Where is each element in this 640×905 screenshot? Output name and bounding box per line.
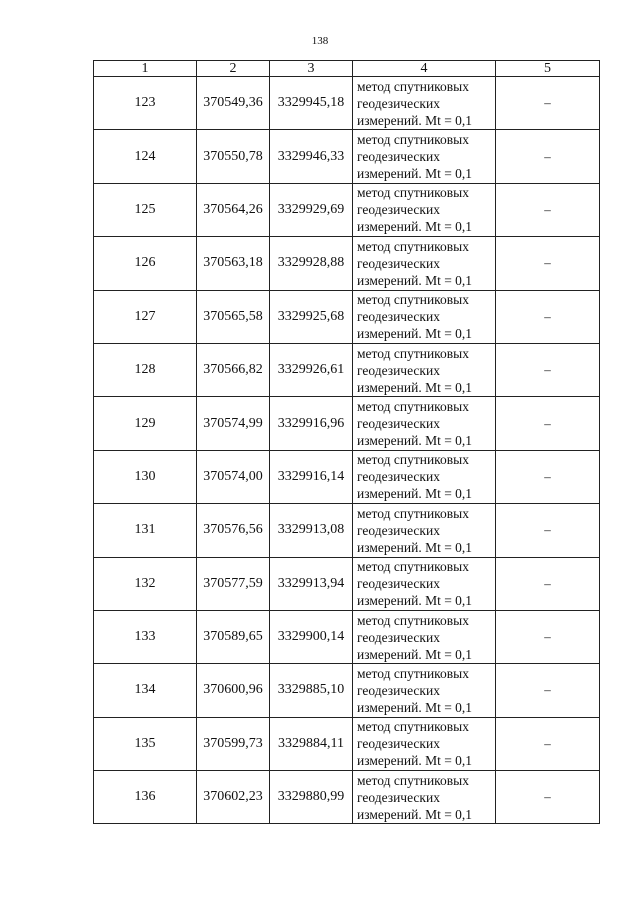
method-text-line: геодезических	[357, 736, 440, 752]
method-text-line: метод спутниковых	[357, 772, 469, 788]
x-coordinate-cell: 370577,59	[197, 557, 270, 610]
y-coordinate-cell: 3329945,18	[270, 77, 353, 130]
y-coordinate-cell: 3329925,68	[270, 290, 353, 343]
method-cell	[353, 664, 496, 717]
point-number-cell: 124	[94, 130, 197, 183]
x-coordinate-cell: 370563,18	[197, 237, 270, 290]
point-number-cell: 123	[94, 77, 197, 130]
table-body	[94, 77, 600, 824]
table-row	[94, 557, 600, 610]
note-cell: –	[496, 504, 600, 557]
method-text-line: измерений. Mt = 0,1	[357, 112, 473, 128]
note-cell: –	[496, 343, 600, 396]
x-coordinate-cell: 370602,23	[197, 771, 270, 824]
table-row	[94, 290, 600, 343]
point-number-cell: 136	[94, 771, 197, 824]
column-header-2: 2	[197, 61, 270, 77]
y-coordinate-cell: 3329885,10	[270, 664, 353, 717]
method-text-line: метод спутниковых	[357, 719, 469, 735]
method-text-line: измерений. Mt = 0,1	[357, 699, 473, 715]
method-text-line: измерений. Mt = 0,1	[357, 806, 473, 822]
table-row	[94, 771, 600, 824]
x-coordinate-cell: 370589,65	[197, 610, 270, 663]
point-number-cell: 128	[94, 343, 197, 396]
method-text-line: измерений. Mt = 0,1	[357, 166, 473, 182]
method-text-line: метод спутниковых	[357, 78, 469, 94]
y-coordinate-cell: 3329913,08	[270, 504, 353, 557]
method-cell	[353, 450, 496, 503]
method-text-line: измерений. Mt = 0,1	[357, 486, 473, 502]
page-number: 138	[311, 35, 329, 47]
table-header-row	[94, 61, 600, 77]
method-text-line: метод спутниковых	[357, 505, 469, 521]
method-cell	[353, 610, 496, 663]
method-cell	[353, 183, 496, 236]
note-cell: –	[496, 183, 600, 236]
note-cell: –	[496, 610, 600, 663]
table-row	[94, 77, 600, 130]
point-number-cell: 129	[94, 397, 197, 450]
y-coordinate-cell: 3329900,14	[270, 610, 353, 663]
method-cell	[353, 130, 496, 183]
y-coordinate-cell: 3329926,61	[270, 343, 353, 396]
x-coordinate-cell: 370576,56	[197, 504, 270, 557]
method-cell	[353, 77, 496, 130]
method-cell	[353, 397, 496, 450]
point-number-cell: 130	[94, 450, 197, 503]
method-text-line: метод спутниковых	[357, 399, 469, 415]
x-coordinate-cell: 370565,58	[197, 290, 270, 343]
point-number-cell: 132	[94, 557, 197, 610]
x-coordinate-cell: 370574,00	[197, 450, 270, 503]
y-coordinate-cell: 3329916,96	[270, 397, 353, 450]
note-cell: –	[496, 664, 600, 717]
point-number-cell: 131	[94, 504, 197, 557]
method-text-line: геодезических	[357, 362, 440, 378]
method-text-line: метод спутниковых	[357, 612, 469, 628]
note-cell: –	[496, 771, 600, 824]
method-text-line: измерений. Mt = 0,1	[357, 219, 473, 235]
method-text-line: геодезических	[357, 682, 440, 698]
x-coordinate-cell: 370549,36	[197, 77, 270, 130]
method-text-line: геодезических	[357, 95, 440, 111]
column-header-3: 3	[270, 61, 353, 77]
method-text-line: геодезических	[357, 416, 440, 432]
table-row	[94, 130, 600, 183]
table-row	[94, 610, 600, 663]
method-text-line: геодезических	[357, 629, 440, 645]
y-coordinate-cell: 3329884,11	[270, 717, 353, 770]
method-text-line: геодезических	[357, 576, 440, 592]
method-text-line: геодезических	[357, 789, 440, 805]
method-text-line: метод спутниковых	[357, 559, 469, 575]
y-coordinate-cell: 3329928,88	[270, 237, 353, 290]
method-cell	[353, 343, 496, 396]
table-row	[94, 717, 600, 770]
note-cell: –	[496, 130, 600, 183]
note-cell: –	[496, 77, 600, 130]
method-text-line: метод спутниковых	[357, 132, 469, 148]
method-cell	[353, 771, 496, 824]
method-text-line: метод спутниковых	[357, 665, 469, 681]
method-text-line: измерений. Mt = 0,1	[357, 272, 473, 288]
method-text-line: геодезических	[357, 469, 440, 485]
method-text-line: измерений. Mt = 0,1	[357, 753, 473, 769]
method-cell	[353, 504, 496, 557]
note-cell: –	[496, 397, 600, 450]
x-coordinate-cell: 370600,96	[197, 664, 270, 717]
method-text-line: измерений. Mt = 0,1	[357, 646, 473, 662]
method-text-line: измерений. Mt = 0,1	[357, 433, 473, 449]
method-cell	[353, 237, 496, 290]
method-text-line: метод спутниковых	[357, 185, 469, 201]
note-cell: –	[496, 290, 600, 343]
note-cell: –	[496, 237, 600, 290]
point-number-cell: 134	[94, 664, 197, 717]
table-row	[94, 664, 600, 717]
note-cell: –	[496, 450, 600, 503]
column-header-5: 5	[496, 61, 600, 77]
x-coordinate-cell: 370574,99	[197, 397, 270, 450]
point-number-cell: 135	[94, 717, 197, 770]
x-coordinate-cell: 370550,78	[197, 130, 270, 183]
note-cell: –	[496, 557, 600, 610]
method-text-line: измерений. Mt = 0,1	[357, 379, 473, 395]
method-text-line: геодезических	[357, 149, 440, 165]
table-row	[94, 237, 600, 290]
note-cell: –	[496, 717, 600, 770]
x-coordinate-cell: 370599,73	[197, 717, 270, 770]
method-cell	[353, 290, 496, 343]
table-row	[94, 397, 600, 450]
y-coordinate-cell: 3329929,69	[270, 183, 353, 236]
x-coordinate-cell: 370566,82	[197, 343, 270, 396]
table-row	[94, 504, 600, 557]
method-text-line: геодезических	[357, 255, 440, 271]
method-text-line: метод спутниковых	[357, 238, 469, 254]
y-coordinate-cell: 3329913,94	[270, 557, 353, 610]
point-number-cell: 126	[94, 237, 197, 290]
method-text-line: метод спутниковых	[357, 452, 469, 468]
y-coordinate-cell: 3329916,14	[270, 450, 353, 503]
table-row	[94, 183, 600, 236]
method-text-line: измерений. Mt = 0,1	[357, 593, 473, 609]
y-coordinate-cell: 3329880,99	[270, 771, 353, 824]
method-text-line: геодезических	[357, 309, 440, 325]
method-cell	[353, 557, 496, 610]
column-header-1: 1	[94, 61, 197, 77]
column-header-4: 4	[353, 61, 496, 77]
method-text-line: геодезических	[357, 202, 440, 218]
method-text-line: метод спутниковых	[357, 345, 469, 361]
y-coordinate-cell: 3329946,33	[270, 130, 353, 183]
coordinates-table	[93, 60, 600, 824]
method-text-line: метод спутниковых	[357, 292, 469, 308]
table-row	[94, 343, 600, 396]
method-text-line: измерений. Mt = 0,1	[357, 539, 473, 555]
point-number-cell: 125	[94, 183, 197, 236]
method-cell	[353, 717, 496, 770]
method-text-line: геодезических	[357, 522, 440, 538]
point-number-cell: 127	[94, 290, 197, 343]
table-row	[94, 450, 600, 503]
point-number-cell: 133	[94, 610, 197, 663]
method-text-line: измерений. Mt = 0,1	[357, 326, 473, 342]
x-coordinate-cell: 370564,26	[197, 183, 270, 236]
